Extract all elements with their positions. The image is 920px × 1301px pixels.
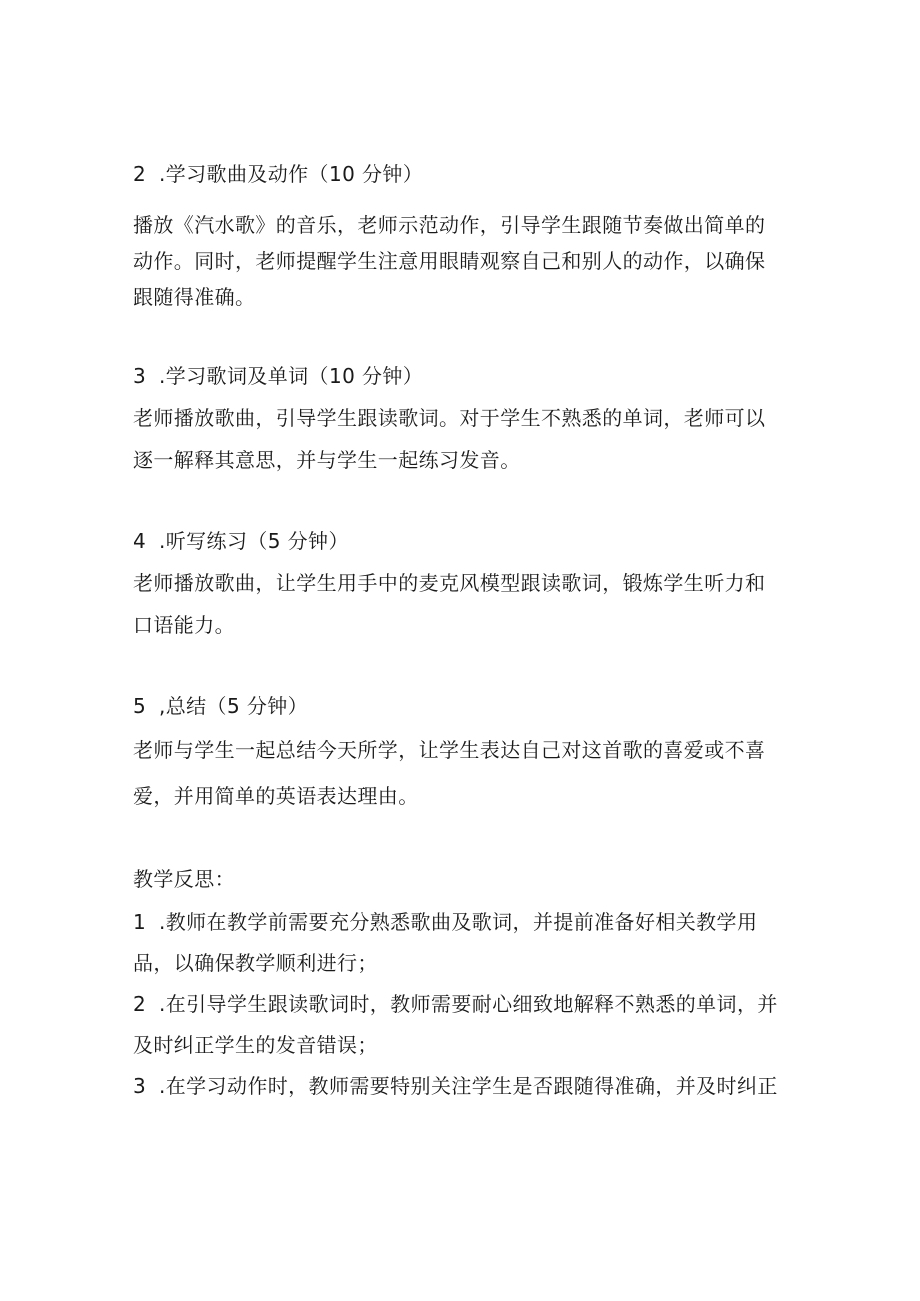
paragraph-line: 及时纠正学生的发音错误；: [133, 1033, 378, 1057]
section-number: 3: [133, 364, 147, 388]
paragraph-line: 播放《汽水歌》的音乐，老师示范动作，引导学生跟随节奏做出简单的: [133, 213, 766, 237]
paragraph-line: 老师与学生一起总结今天所学，让学生表达自己对这首歌的喜爱或不喜: [133, 738, 766, 762]
section-number: 2: [133, 162, 147, 186]
section-heading: [133, 364, 423, 388]
section-heading: [133, 162, 423, 186]
paragraph-line: 老师播放歌曲，让学生用手中的麦克风模型跟读歌词，锻炼学生听力和: [133, 571, 766, 595]
paragraph-line: 爱，并用简单的英语表达理由。: [133, 784, 419, 808]
paragraph-line: 逐一解释其意思，并与学生一起练习发音。: [133, 448, 521, 472]
reflection-item: [133, 1074, 778, 1098]
section-heading: [133, 694, 308, 718]
reflection-number: 2: [133, 992, 147, 1016]
reflection-item: [133, 910, 757, 934]
reflection-number: 1: [133, 910, 147, 934]
paragraph-line: 跟随得准确。: [133, 285, 256, 309]
paragraph-line: 动作。同时，老师提醒学生注意用眼睛观察自己和别人的动作，以确保: [133, 249, 766, 273]
section-title: ,总结（5 分钟）: [159, 694, 309, 718]
reflection-text: .在学习动作时，教师需要特别关注学生是否跟随得准确，并及时纠正: [159, 1074, 778, 1098]
reflection-item: [133, 992, 778, 1016]
paragraph-line: 老师播放歌曲，引导学生跟读歌词。对于学生不熟悉的单词，老师可以: [133, 406, 766, 430]
paragraph-line: 口语能力。: [133, 613, 235, 637]
section-number: 5: [133, 694, 147, 718]
section-title: .听写练习（5 分钟）: [159, 529, 349, 553]
section-title: .学习歌曲及动作（10 分钟）: [159, 162, 424, 186]
section-title: .学习歌词及单词（10 分钟）: [159, 364, 424, 388]
paragraph-line: 品，以确保教学顺利进行；: [133, 951, 378, 975]
section-heading: [133, 529, 349, 553]
section-number: 4: [133, 529, 147, 553]
reflection-text: .教师在教学前需要充分熟悉歌曲及歌词，并提前准备好相关教学用: [159, 910, 758, 934]
reflection-title: 教学反思：: [133, 867, 235, 891]
reflection-number: 3: [133, 1074, 147, 1098]
reflection-text: .在引导学生跟读歌词时，教师需要耐心细致地解释不熟悉的单词，并: [159, 992, 778, 1016]
